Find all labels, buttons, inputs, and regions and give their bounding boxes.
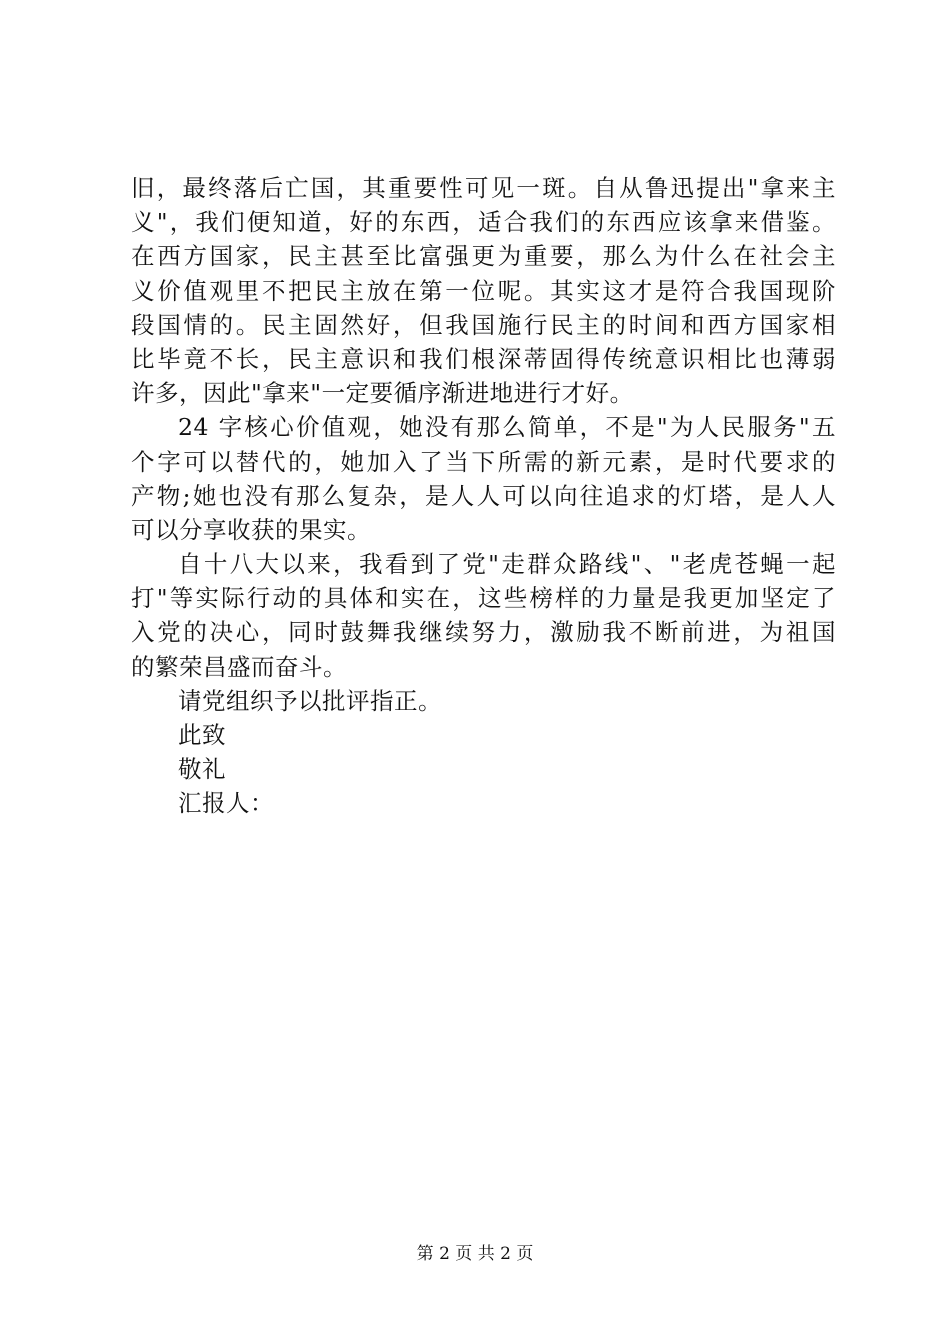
- text-line: 义"，我们便知道，好的东西，适合我们的东西应该拿来借鉴。: [131, 208, 836, 237]
- text-line: 义价值观里不把民主放在第一位呢。其实这才是符合我国现阶: [131, 276, 836, 305]
- text-line: 打"等实际行动的具体和实在，这些榜样的力量是我更加坚定了: [131, 584, 836, 613]
- paragraph-eighteenth-congress: [131, 547, 836, 684]
- text-line: 可以分享收获的果实。: [131, 515, 371, 544]
- text-line: 汇报人：: [178, 789, 274, 818]
- closing-salutation: [131, 718, 836, 752]
- text-line: 段国情的。民主固然好，但我国施行民主的时间和西方国家相: [131, 310, 836, 339]
- text-line: 请党组织予以批评指正。: [178, 686, 442, 715]
- text-line: 产物;她也没有那么复杂，是人人可以向往追求的灯塔，是人人: [131, 481, 836, 510]
- text-line: 在西方国家，民主甚至比富强更为重要，那么为什么在社会主: [131, 242, 836, 271]
- text-line: 比毕竟不长，民主意识和我们根深蒂固得传统意识相比也薄弱: [131, 344, 836, 373]
- text-line: 个字可以替代的，她加入了当下所需的新元素，是时代要求的: [131, 447, 836, 476]
- text-line: 自十八大以来，我看到了党"走群众路线"、"老虎苍蝇一起: [178, 550, 836, 579]
- paragraph-request-criticism: [131, 684, 836, 718]
- page-number-footer: 第 2 页 共 2 页: [416, 1244, 534, 1264]
- text-line: 旧，最终落后亡国，其重要性可见一斑。自从鲁迅提出"拿来主: [131, 174, 836, 202]
- text-line: 敬礼: [178, 755, 226, 784]
- paragraph-continuation: [131, 171, 836, 410]
- text-line: 许多，因此"拿来"一定要循序渐进地进行才好。: [131, 379, 634, 408]
- closing-regards: [131, 752, 836, 786]
- paragraph-core-values: [131, 410, 836, 547]
- text-line: 24 字核心价值观，她没有那么简单，不是"为人民服务"五: [178, 413, 836, 442]
- reporter-signature-line: [131, 786, 836, 820]
- text-line: 的繁荣昌盛而奋斗。: [131, 652, 347, 681]
- text-line: 此致: [178, 721, 226, 749]
- text-line: 入党的决心，同时鼓舞我继续努力，激励我不断前进，为祖国: [131, 618, 836, 647]
- document-body: [131, 171, 836, 821]
